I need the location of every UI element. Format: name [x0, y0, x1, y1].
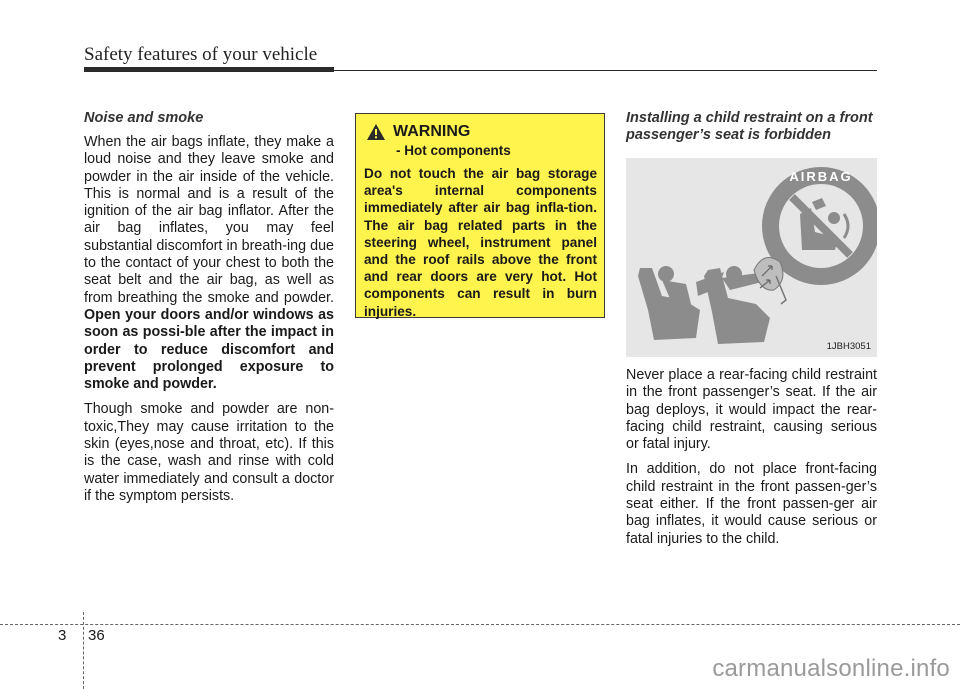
child-restraint-figure — [626, 158, 877, 357]
noise-smoke-bold-advice: Open your doors and/or windows as soon as possi-ble after the impact in order to reduce discomfort and prevent prolonged exposure to smoke and powder. — [84, 306, 334, 393]
page-chapter-number: 3 — [58, 627, 67, 644]
warning-header — [366, 122, 597, 142]
passenger-seats-icon — [638, 266, 770, 344]
child-restraint-heading: Installing a child restraint on a front passenger’s seat is forbidden — [626, 110, 873, 143]
noise-smoke-heading: Noise and smoke — [84, 110, 204, 126]
header-rule-thick — [84, 67, 334, 72]
page-title: Safety features of your vehicle — [84, 44, 318, 65]
footer-rule — [0, 624, 960, 625]
warning-triangle-icon — [366, 123, 386, 141]
left-column — [84, 110, 334, 513]
footer-vertical-rule — [83, 612, 84, 689]
child-restraint-paragraph-1: Never place a rear-facing child restraint in the front passenger’s seat. If the air bag deploys, it would impact the rear-facing child restraint, causing serious or fatal injury. — [626, 367, 877, 453]
noise-smoke-text: When the air bags inflate, they make a loud noise and they leave smoke and powder in the air inside of the vehicle. This is normal and is a result of the ignition of the air bag inflator. After the air bag inflates, you may feel substantial discomfort in breath-ing due to the contact of your chest to both the seat belt and the air bag, as well as from breathing the smoke and powder. — [84, 134, 334, 306]
figure-label: 1JBH3051 — [826, 341, 871, 352]
right-column-body — [626, 367, 877, 556]
child-restraint-paragraph-2: In addition, do not place front-facing child restraint in the front passen-ger’s seat either. If the front passen-ger air bag inflates, it would cause serious or fatal injuries to the child. — [626, 461, 877, 547]
noise-smoke-paragraph-2: Though smoke and powder are non-toxic,They may cause irritation to the skin (eyes,nose and throat, etc). If this is the case, wash and rinse with cold water immediately and consult a doctor if the symptom persists. — [84, 401, 334, 504]
no-rear-facing-seat-illustration — [626, 158, 877, 357]
airbag-deploy-icon — [754, 258, 786, 305]
warning-subtitle: - Hot components — [396, 143, 511, 158]
noise-smoke-paragraph-1 — [84, 134, 334, 393]
header-rule-thin — [334, 70, 877, 71]
warning-title: WARNING — [393, 123, 471, 140]
page-number: 36 — [88, 627, 105, 644]
right-column-heading-wrap — [626, 110, 877, 151]
watermark-text: carmanualsonline.info — [712, 655, 950, 682]
warning-body: Do not touch the air bag storage area's internal components immediately after air bag infla-tion. The air bag related parts in the steering wheel, instrument panel and the roof rails above the front and rear doors are very hot. Hot components can result in burn injuries. — [364, 166, 597, 319]
warning-box — [355, 113, 605, 318]
airbag-badge-text: AIRBAG — [789, 169, 853, 184]
